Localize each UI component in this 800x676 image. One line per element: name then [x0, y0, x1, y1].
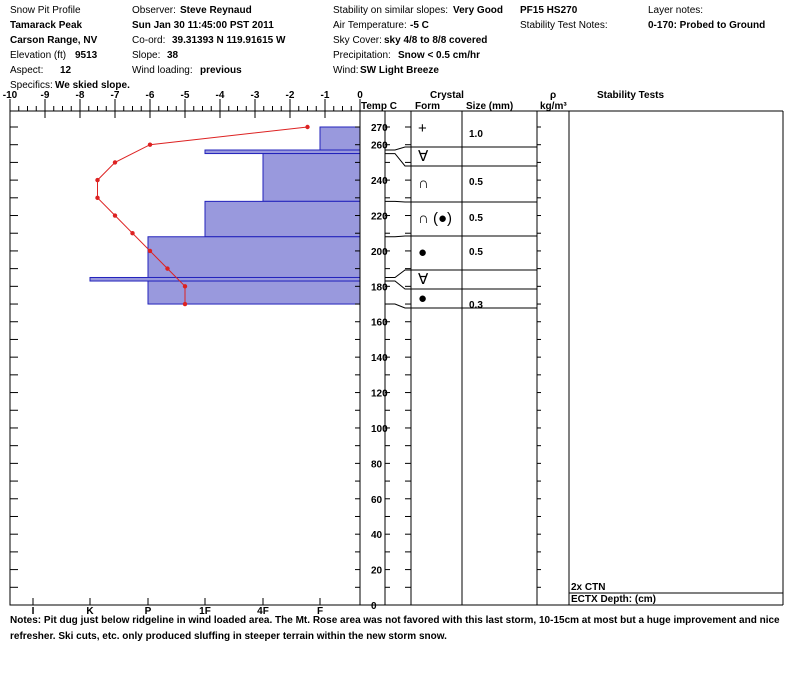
layer-notes-value: 0-170: Probed to Ground — [648, 20, 766, 31]
temp-tick-label: -9 — [40, 90, 50, 101]
temp-tick-label: -7 — [110, 90, 120, 101]
temp-tick-label: -1 — [320, 90, 330, 101]
temp-tick-label: -6 — [145, 90, 155, 101]
height-tick-label: 20 — [371, 565, 383, 577]
aspect-value: 12 — [60, 65, 72, 76]
height-tick-label: 270 — [371, 123, 388, 134]
sky-cover-label: Sky Cover: — [333, 35, 382, 46]
elevation-value: 9513 — [75, 50, 98, 61]
elevation-label: Elevation (ft) — [10, 50, 67, 61]
layer-connector — [385, 201, 411, 202]
location-name: Tamarack Peak — [10, 20, 83, 31]
crystal-form-icon: ∀ — [418, 147, 429, 165]
slope-value: 38 — [167, 50, 179, 61]
height-tick-label: 260 — [371, 140, 388, 152]
crystal-form-icon: ● — [418, 289, 428, 307]
temperature-point — [148, 143, 152, 147]
height-tick-label: 80 — [371, 459, 383, 471]
height-tick-label: 200 — [371, 246, 388, 258]
temp-tick-label: -3 — [250, 90, 260, 101]
hardness-tick-label: K — [86, 606, 94, 617]
layer-connector — [385, 236, 411, 237]
stability-label: Stability on similar slopes: — [333, 5, 449, 16]
density-unit-header: kg/m³ — [540, 101, 567, 112]
precip-label: Precipitation: — [333, 50, 391, 61]
air-temp-value: -5 C — [410, 20, 429, 31]
temperature-point — [113, 160, 117, 164]
temp-header: Temp C — [361, 101, 397, 112]
wind-value: SW Light Breeze — [360, 65, 439, 76]
temp-tick-label: -10 — [2, 90, 18, 101]
height-tick-label: 160 — [371, 317, 388, 329]
temp-tick-label: -5 — [180, 90, 190, 101]
sky-cover-value: sky 4/8 to 8/8 covered — [384, 35, 488, 46]
slope-label: Slope: — [132, 50, 161, 61]
hardness-bar — [148, 281, 360, 304]
hardness-tick-label: 4F — [257, 606, 269, 617]
layer-connector — [385, 270, 411, 278]
notes-label: Notes: — [10, 615, 42, 626]
coord-label: Co-ord: — [132, 35, 166, 46]
temperature-point — [183, 302, 187, 306]
specifics-value: We skied slope. — [55, 80, 130, 91]
wind-label: Wind: — [333, 65, 359, 76]
stability-value: Very Good — [453, 5, 504, 16]
datetime-value: Sun Jan 30 11:45:00 PST 2011 — [132, 20, 274, 31]
hardness-bar — [148, 237, 360, 278]
notes-block — [10, 613, 780, 645]
height-tick-label: 40 — [371, 530, 383, 542]
temperature-point — [95, 196, 99, 200]
notes-text: Pit dug just below ridgeline in wind loaded area. The Mt. Rose area was not favored with this last storm, 10-15cm at most but a huge improvement and nice refresher. Ski cuts, etc. only produced sluffing in steeper terrain within the new storm snow. — [10, 615, 780, 642]
stability-result-ectx: ECTX Depth: (cm) — [571, 594, 656, 605]
layer-notes-label: Layer notes: — [648, 5, 704, 16]
crystal-size: 0.5 — [469, 213, 483, 224]
hardness-tick-label: 1F — [199, 606, 211, 617]
temperature-point — [165, 266, 169, 270]
height-tick-label: 220 — [371, 211, 388, 223]
temperature-point — [113, 213, 117, 217]
temp-tick-label: -8 — [75, 90, 85, 101]
crystal-form-icon: ● — [418, 244, 428, 261]
crystal-form-icon: + — [418, 120, 427, 137]
temperature-point — [95, 178, 99, 182]
crystal-size: 0.5 — [469, 177, 483, 188]
height-tick-label: 100 — [371, 423, 388, 435]
temperature-point — [130, 231, 134, 235]
form-header: Form — [415, 101, 440, 112]
stability-tests-header: Stability Tests — [597, 90, 665, 101]
pf-hs-value: PF15 HS270 — [520, 5, 578, 16]
crystal-form-icon: ∩ (●) — [418, 210, 452, 227]
hardness-tick-label: I — [31, 606, 35, 617]
coord-value: 39.31393 N 119.91615 W — [172, 35, 286, 46]
specifics-label: Specifics: — [10, 80, 53, 91]
hardness-bar — [90, 277, 360, 281]
crystal-header: Crystal — [430, 90, 464, 101]
crystal-size: 0.5 — [469, 247, 483, 258]
hardness-bar — [205, 150, 360, 154]
height-tick-label: 120 — [371, 388, 388, 400]
temperature-point — [183, 284, 187, 288]
temp-tick-label: -4 — [215, 90, 225, 101]
air-temp-label: Air Temperature: — [333, 20, 407, 31]
layer-connector — [385, 281, 411, 289]
hardness-tick-label: P — [144, 606, 152, 617]
height-tick-label: 60 — [371, 494, 383, 506]
hardness-bar — [320, 127, 360, 150]
hardness-bar — [205, 201, 360, 236]
temp-tick-label: 0 — [357, 90, 363, 101]
layer-connector — [385, 304, 411, 308]
hardness-tick-label: F — [316, 606, 324, 617]
observer-value: Steve Reynaud — [180, 5, 252, 16]
precip-value: Snow < 0.5 cm/hr — [398, 50, 480, 61]
crystal-form-icon: ∩ — [418, 175, 429, 192]
height-tick-label: 140 — [371, 353, 388, 365]
temp-tick-label: -2 — [285, 90, 295, 101]
profile-title: Snow Pit Profile — [10, 5, 81, 16]
stability-result-ctn: 2x CTN — [571, 582, 606, 593]
aspect-label: Aspect: — [10, 65, 44, 76]
density-header: ρ — [550, 90, 557, 101]
layer-connector — [385, 147, 411, 150]
height-tick-label: 180 — [371, 282, 388, 294]
height-tick-label: 240 — [371, 176, 388, 188]
temperature-point — [305, 125, 309, 129]
wind-loading-label: Wind loading: — [132, 65, 193, 76]
observer-label: Observer: — [132, 5, 176, 16]
temperature-point — [148, 249, 152, 253]
crystal-form-icon: ∀ — [418, 270, 429, 288]
layer-connector — [385, 154, 411, 166]
size-header: Size (mm) — [466, 101, 514, 112]
height-tick-label: 0 — [371, 601, 377, 612]
stability-test-notes-label: Stability Test Notes: — [520, 20, 608, 31]
hardness-bar — [263, 154, 360, 202]
crystal-size: 0.3 — [469, 300, 483, 311]
range-name: Carson Range, NV — [10, 35, 98, 46]
wind-loading-value: previous — [200, 65, 242, 76]
crystal-size: 1.0 — [469, 129, 483, 140]
